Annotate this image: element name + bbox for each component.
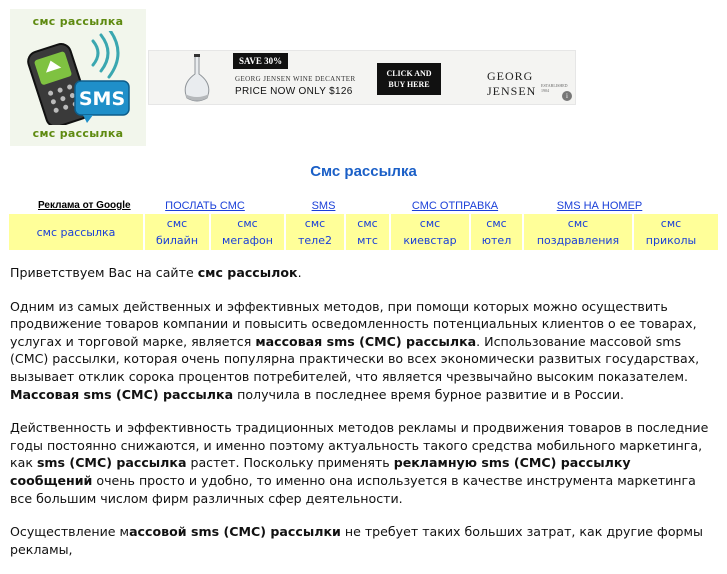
p3-text-a: Действенность и эффективность традиционных методов рекламы и продвижения товаров в последние годы постоянно снижаются, и именно поэтому актуальность такого средства мобильного маркетинга, как (10, 420, 709, 471)
ad-brand-established: ESTABLISHED 1904 (541, 83, 568, 93)
p2-text-d: получила в последнее время бурное развитие и в России. (233, 386, 625, 402)
p4-text-a: Осуществление м (10, 524, 130, 540)
intro-text: Приветствуем Вас на сайте (10, 265, 198, 280)
logo-bottom-text: смс рассылка (32, 127, 124, 140)
ad-banner[interactable] (148, 50, 576, 105)
p4-bold: ассовой sms (СМС) рассылки (129, 524, 341, 540)
ad-brand-name: GEORG JENSEN (487, 69, 537, 98)
p3-text-d: очень просто и удобно, то именно она используется в качестве инструмента маркетинга все большим числом фирм различных сфер деятельности. (10, 472, 696, 506)
intro-paragraph (10, 264, 713, 282)
nav-item-mts[interactable]: смс мтс (346, 214, 391, 250)
nav-item-kyivstar[interactable]: смс киевстар (391, 214, 471, 250)
page-title: Смс рассылка (310, 163, 417, 180)
nav-item-tele2[interactable]: смс теле2 (286, 214, 346, 250)
nav-item-beeline[interactable]: смс билайн (145, 214, 211, 250)
nav-item-greetings[interactable]: смс поздравления (524, 214, 634, 250)
nav-item-jokes[interactable]: смс приколы (645, 217, 697, 247)
paragraph-2 (10, 298, 713, 404)
intro-text-end: . (297, 265, 302, 280)
ad-discount-tag: SAVE 30% (233, 53, 288, 69)
p2-text-c: . Использование массовой sms (СМС) рассылки, которая очень популярна практически во всех экономически развитых государствах, вызывает отклик сорока процентов потребителей, что является чрезвычайно высоким показателем. (10, 333, 700, 384)
p2-bold-2: Массовая sms (СМС) рассылка (10, 386, 234, 402)
ad-cta-button[interactable]: CLICK AND BUY HERE (377, 63, 441, 95)
ad-link-sms[interactable]: SMS (311, 199, 336, 212)
decanter-icon (177, 54, 217, 104)
logo-top-text: смс рассылка (32, 15, 124, 28)
intro-bold-text: смс рассылок (197, 265, 298, 280)
phone-sms-icon (23, 31, 133, 125)
nav-item-megafon[interactable]: смс мегафон (211, 214, 286, 250)
p3-text-c: растет. Поскольку применять (186, 455, 394, 471)
ad-link-sms-send[interactable]: СМС ОТПРАВКА (411, 199, 499, 212)
nav-item-sms-rassylka[interactable]: смс рассылка (9, 214, 145, 250)
p2-text-a: Одним из самых действенных и эффективных методов, при помощи которых можно осуществить продвижение товаров компании и повысить осведомленность потенциальных клиентов о ее товарах, услугах и торговой марке, является (10, 298, 697, 349)
p4-text-c: не требует таких больших затрат, как другие формы рекламы, (10, 524, 703, 557)
ad-link-send-sms[interactable]: ПОСЛАТЬ СМС (165, 199, 245, 212)
ad-price-text: PRICE NOW ONLY $126 (235, 86, 353, 97)
nav-menu (9, 214, 718, 250)
p3-bold-2: рекламную sms (СМС) рассылку сообщений (10, 455, 631, 488)
google-ad-links (36, 198, 694, 213)
sms-bubble-label: SMS (78, 87, 126, 110)
ad-link-sms-to-number[interactable]: SMS НА НОМЕР (556, 199, 643, 212)
ad-info-icon[interactable]: i (562, 91, 572, 101)
paragraph-4 (10, 523, 713, 558)
site-logo[interactable] (10, 9, 146, 146)
p3-bold-1: sms (СМС) рассылка (36, 455, 187, 471)
nav-item-utel[interactable]: смс ютел (471, 214, 524, 250)
p2-bold-1: массовая sms (СМС) рассылка (255, 333, 477, 349)
ads-by-google-label[interactable]: Реклама от Google (38, 200, 131, 211)
main-content (10, 264, 713, 574)
paragraph-3 (10, 419, 713, 507)
ad-product-text: GEORG JENSEN WINE DECANTER (235, 75, 356, 83)
